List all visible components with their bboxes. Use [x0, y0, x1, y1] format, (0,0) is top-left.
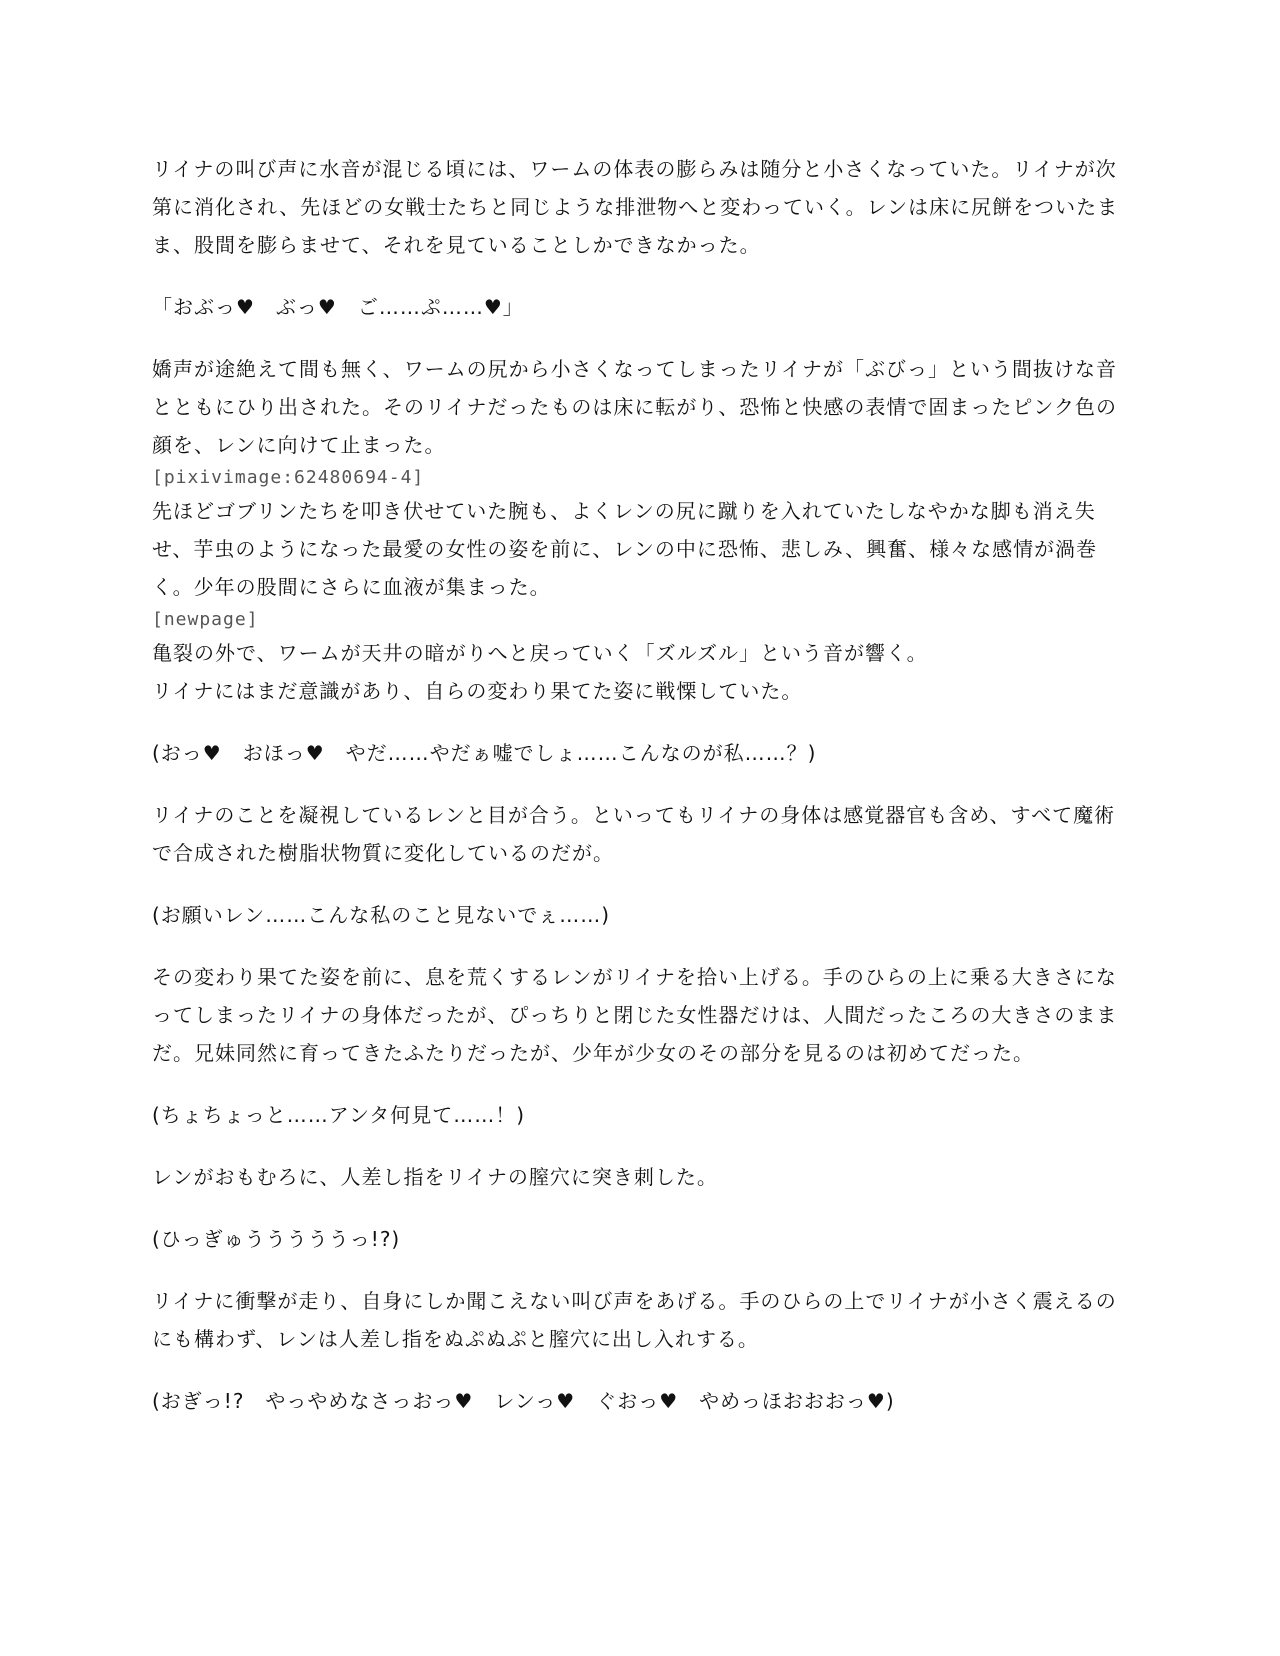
paragraph-4b: リイナにはまだ意識があり、自らの変わり果てた姿に戦慄していた。	[152, 679, 803, 703]
paragraph-3: 先ほどゴブリンたちを叩き伏せていた腕も、よくレンの尻に蹴りを入れていたしなやかな脚も消え失せ、芋虫のようになった最愛の女性の姿を前に、レンの中に恐怖、悲しみ、興奮、様々な感情が渦巻く。少年の股間にさらに血液が集まった。	[152, 499, 1098, 599]
pixiv-image-tag: [pixivimage:62480694-4]	[152, 467, 425, 488]
paragraph-2: 嬌声が途絶えて間も無く、ワームの尻から小さくなってしまったリイナが「ぶびっ」という間抜けな音とともにひり出された。そのリイナだったものは床に転がり、恐怖と快感の表情で固まったピンク色の顔を、レンに向けて止まった。	[152, 357, 1117, 457]
thought-5: (おぎっ!? やっやめなさっおっ♥ レンっ♥ ぐおっ♥ やめっほおおおっ♥)	[152, 1389, 895, 1413]
paragraph-7: レンがおもむろに、人差し指をリイナの膣穴に突き刺した。	[152, 1165, 718, 1189]
document-body	[152, 150, 1122, 1420]
dialogue-1: 「おぶっ♥ ぶっ♥ ご……ぷ……♥」	[152, 295, 524, 319]
thought-1: (おっ♥ おほっ♥ やだ……やだぁ嘘でしょ……こんなのが私……？)	[152, 741, 817, 765]
thought-3: (ちょちょっと……アンタ何見て……！)	[152, 1103, 526, 1127]
paragraph-6: その変わり果てた姿を前に、息を荒くするレンがリイナを拾い上げる。手のひらの上に乗る大きさになってしまったリイナの身体だったが、ぴっちりと閉じた女性器だけは、人間だったころの大きさのままだ。兄妹同然に育ってきたふたりだったが、少年が少女のその部分を見るのは初めてだった。	[152, 965, 1118, 1065]
thought-2: (お願いレン……こんな私のこと見ないでぇ……)	[152, 903, 611, 927]
paragraph-5: リイナのことを凝視しているレンと目が合う。といってもリイナの身体は感覚器官も含め、すべて魔術で合成された樹脂状物質に変化しているのだが。	[152, 803, 1116, 865]
paragraph-8: リイナに衝撃が走り、自身にしか聞こえない叫び声をあげる。手のひらの上でリイナが小さく震えるのにも構わず、レンは人差し指をぬぷぬぷと膣穴に出し入れする。	[152, 1289, 1117, 1351]
paragraph-1: リイナの叫び声に水音が混じる頃には、ワームの体表の膨らみは随分と小さくなっていた。リイナが次第に消化され、先ほどの女戦士たちと同じような排泄物へと変わっていく。レンは床に尻餅をついたまま、股間を膨らませて、それを見ていることしかできなかった。	[152, 157, 1119, 257]
paragraph-4a: 亀裂の外で、ワームが天井の暗がりへと戻っていく「ズルズル」という音が響く。	[152, 641, 928, 665]
newpage-tag: [newpage]	[152, 609, 259, 630]
thought-4: (ひっぎゅうううううっ!?)	[152, 1227, 401, 1251]
